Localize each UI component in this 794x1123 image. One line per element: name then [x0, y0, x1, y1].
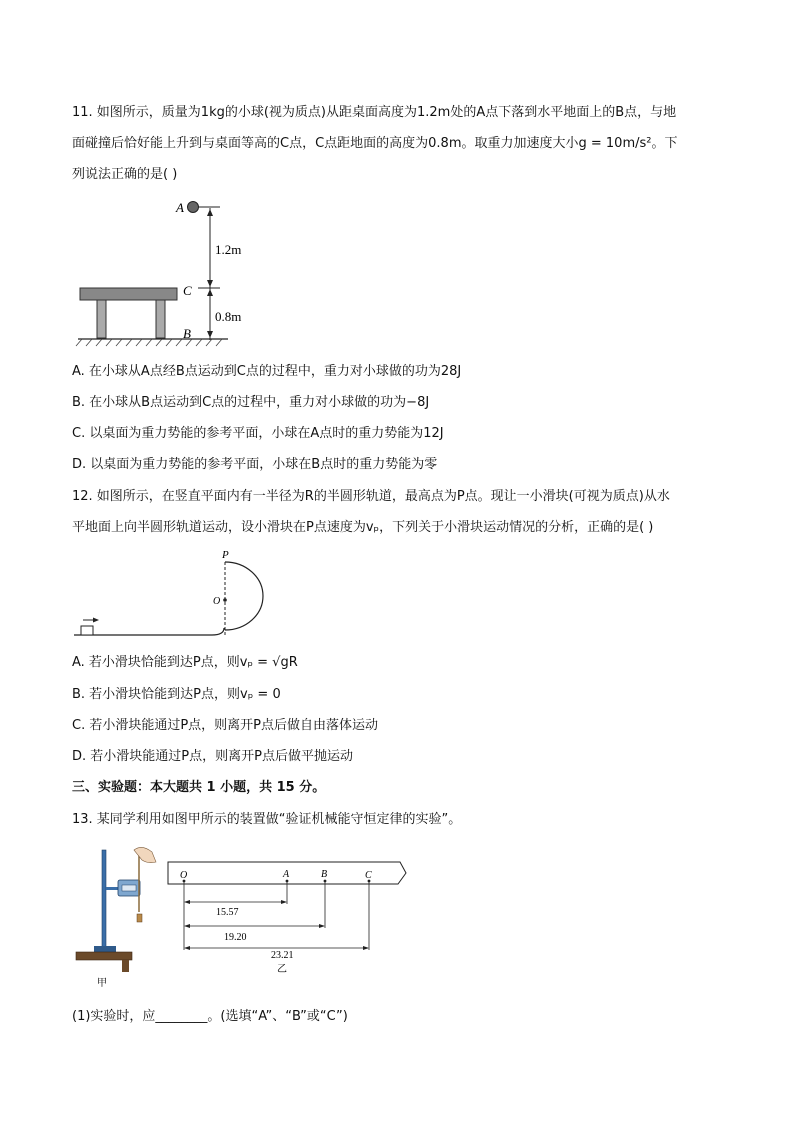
ball-icon — [188, 202, 199, 213]
slider-block — [81, 626, 93, 635]
q11-line-1: 11. 如图所示，质量为1kg的小球(视为质点)从距桌面高度为1.2m处的A点下落到水平地面上的B点，与地 — [72, 105, 677, 120]
q13-line-1: 13. 某同学利用如图甲所示的装置做“验证机械能守恒定律的实验”。 — [72, 812, 462, 827]
q12-line-2: 平地面上向半圆形轨道运动，设小滑块在P点速度为vₚ，下列关于小滑块运动情况的分析，正确的是( ) — [72, 520, 654, 535]
q11-dim-top: 1.2m — [215, 242, 242, 257]
q11-label-a: A — [176, 200, 184, 215]
q12-figure — [72, 548, 272, 640]
q12-option-d: D. 若小滑块能通过P点，则离开P点后做平抛运动 — [72, 749, 353, 764]
q13-figure — [72, 842, 412, 990]
q13-caption-left: 甲 — [97, 978, 107, 989]
q11-label-c: C — [183, 283, 192, 298]
section-3-heading: 三、实验题：本大题共 1 小题，共 15 分。 — [72, 780, 326, 795]
q13-dist-b: 19.20 — [224, 932, 247, 943]
q11-option-c: C. 以桌面为重力势能的参考平面，小球在A点时的重力势能为12J — [72, 426, 444, 441]
q11-line-3: 列说法正确的是( ) — [72, 167, 178, 182]
q11-label-b: B — [183, 326, 191, 341]
table-top — [80, 288, 177, 300]
q12-label-o: O — [213, 596, 221, 607]
q11-option-d: D. 以桌面为重力势能的参考平面，小球在B点时的重力势能为零 — [72, 457, 438, 472]
q11-figure — [70, 195, 260, 350]
q12-label-p: P — [222, 549, 229, 561]
q13-label-o: O — [180, 870, 188, 881]
q11-line-2: 面碰撞后恰好能上升到与桌面等高的C点，C点距地面的高度为0.8m。取重力加速度大小g = 10m/s²。下 — [72, 136, 678, 151]
q12-option-b: B. 若小滑块恰能到达P点，则vₚ = 0 — [72, 687, 281, 702]
q13-label-b: B — [321, 869, 328, 880]
q12-option-c: C. 若小滑块能通过P点，则离开P点后做自由落体运动 — [72, 718, 379, 733]
q13-sub-1: (1)实验时，应________。(选填“A”、“B”或“C”) — [72, 1009, 348, 1024]
q13-label-a: A — [283, 869, 290, 880]
arrow-right-icon — [93, 618, 99, 623]
q12-option-a: A. 若小滑块恰能到达P点，则vₚ = √gR — [72, 655, 298, 670]
q13-dist-a: 15.57 — [216, 907, 239, 918]
q13-dist-c: 23.21 — [271, 950, 294, 961]
q11-option-b: B. 在小球从B点运动到C点的过程中，重力对小球做的功为−8J — [72, 395, 430, 410]
q12-line-1: 12. 如图所示，在竖直平面内有一半径为R的半圆形轨道，最高点为P点。现让一小滑块(可视为质点)从水 — [72, 489, 670, 504]
q11-option-a: A. 在小球从A点经B点运动到C点的过程中，重力对小球做的功为28J — [72, 364, 462, 379]
q11-dim-bottom: 0.8m — [215, 309, 242, 324]
q13-caption-right: 乙 — [277, 964, 287, 975]
q13-label-c: C — [365, 870, 372, 881]
